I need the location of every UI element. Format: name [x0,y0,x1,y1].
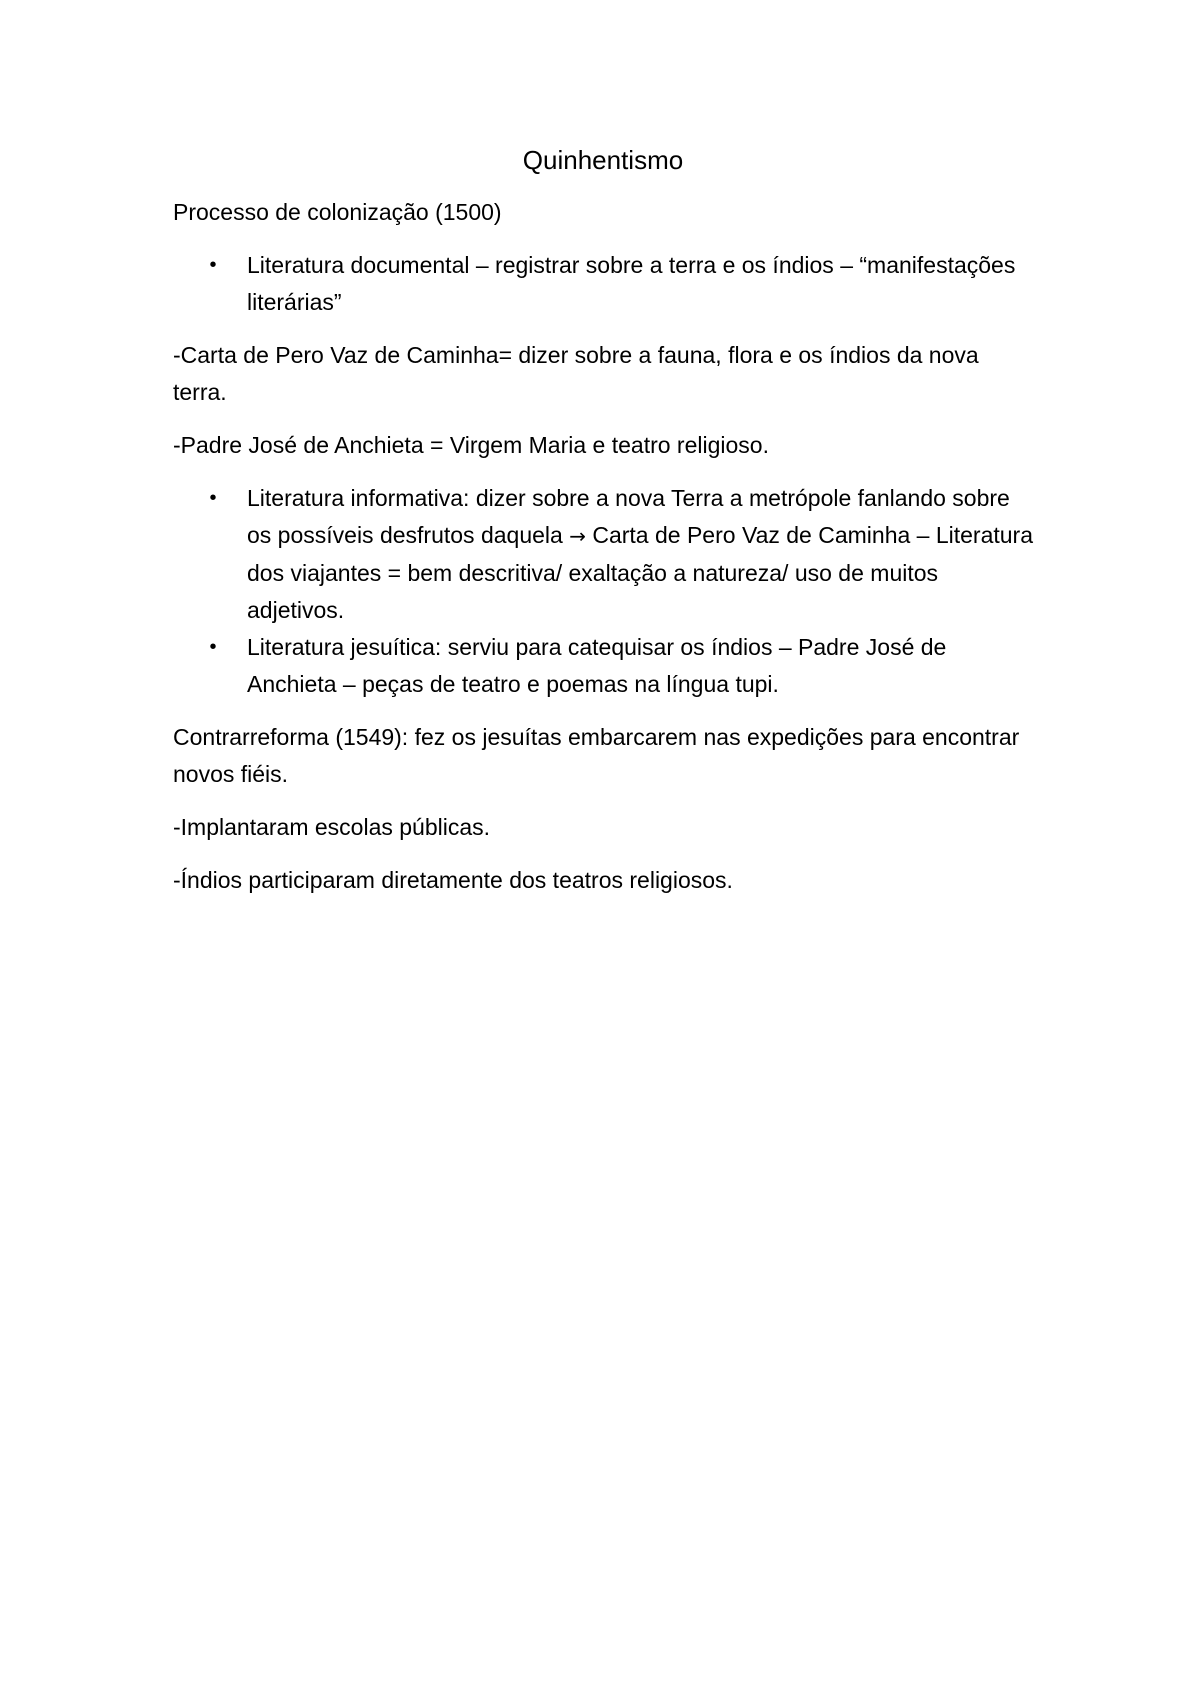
bullet-list-documental [173,247,1033,321]
carta-paragraph: -Carta de Pero Vaz de Caminha= dizer sobre a fauna, flora e os índios da nova terra. [173,342,979,405]
bullet-icon: • [209,636,217,658]
contrarreforma-paragraph: Contrarreforma (1549): fez os jesuítas embarcarem nas expedições para encontrar novos fiéis. [173,724,1020,787]
list-item-text-part: Literatura informativa: dizer sobre a nova Terra a metrópole fanlando sobre os possíveis desfrutos daquela [247,485,1010,548]
intro-paragraph: Processo de colonização (1500) [173,199,502,225]
bullet-icon: • [209,487,217,509]
list-item [173,629,1033,703]
escolas-paragraph: -Implantaram escolas públicas. [173,814,491,840]
bullet-list-literatura [173,480,1033,703]
anchieta-paragraph: -Padre José de Anchieta = Virgem Maria e teatro religioso. [173,432,769,458]
list-item [173,480,1033,629]
indios-paragraph: -Índios participaram diretamente dos teatros religiosos. [173,867,733,893]
list-item [173,247,1033,321]
document-title: Quinhentismo [522,145,684,175]
document-body [173,140,1033,915]
bullet-icon: • [209,254,217,276]
arrow-right-icon: → [569,524,586,548]
list-item-text: Literatura documental – registrar sobre a terra e os índios – “manifestações literárias” [247,252,1016,315]
list-item-text-part: Carta de Pero Vaz de Caminha – Literatura dos viajantes = bem descritiva/ exaltação a natureza/ uso de muitos adjetivos. [247,522,1034,623]
list-item-text: Literatura jesuítica: serviu para catequisar os índios – Padre José de Anchieta – peças de teatro e poemas na língua tupi. [247,634,947,697]
